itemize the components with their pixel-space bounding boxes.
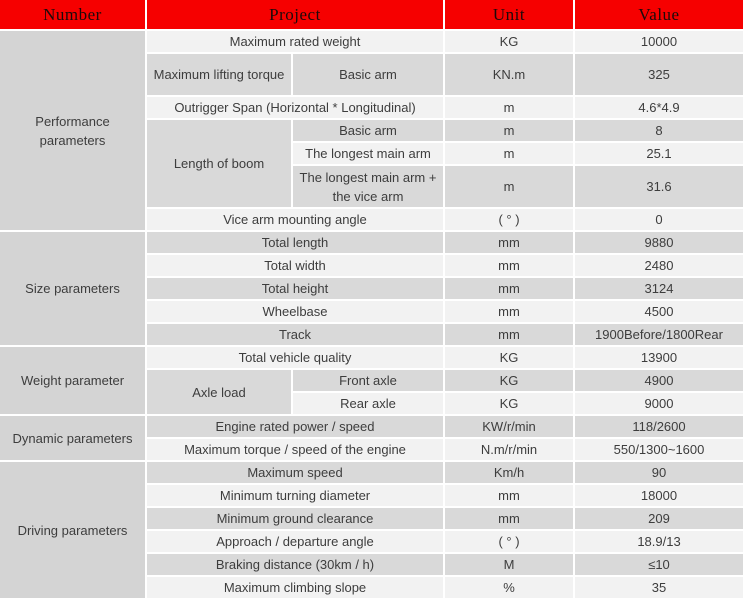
value-cell: 13900 — [575, 347, 743, 368]
unit-cell: KG — [445, 31, 573, 52]
project-sub-cell: Front axle — [293, 370, 443, 391]
project-group-cell: Maximum lifting torque — [147, 54, 291, 95]
project-cell: Engine rated power / speed — [147, 416, 443, 437]
table-row — [0, 462, 743, 483]
value-cell: 35 — [575, 577, 743, 598]
project-cell: Total vehicle quality — [147, 347, 443, 368]
unit-cell: m — [445, 120, 573, 141]
value-cell: 9000 — [575, 393, 743, 414]
value-cell: 4.6*4.9 — [575, 97, 743, 118]
unit-cell: mm — [445, 255, 573, 276]
value-cell: 209 — [575, 508, 743, 529]
project-cell: Track — [147, 324, 443, 345]
unit-cell: KN.m — [445, 54, 573, 95]
unit-cell: ( ° ) — [445, 531, 573, 552]
column-header-unit: Unit — [445, 0, 573, 29]
table-row — [0, 347, 743, 368]
unit-cell: Km/h — [445, 462, 573, 483]
project-sub-cell: Basic arm — [293, 54, 443, 95]
value-cell: 90 — [575, 462, 743, 483]
unit-cell: N.m/r/min — [445, 439, 573, 460]
value-cell: 550/1300~1600 — [575, 439, 743, 460]
unit-cell: mm — [445, 278, 573, 299]
value-cell: 25.1 — [575, 143, 743, 164]
value-cell: 3124 — [575, 278, 743, 299]
unit-cell: mm — [445, 508, 573, 529]
value-cell: 18.9/13 — [575, 531, 743, 552]
category-weight-parameter: Weight parameter — [0, 347, 145, 414]
unit-cell: KG — [445, 347, 573, 368]
project-sub-cell: Basic arm — [293, 120, 443, 141]
project-group-cell: Length of boom — [147, 120, 291, 207]
unit-cell: ( ° ) — [445, 209, 573, 230]
value-cell: 8 — [575, 120, 743, 141]
column-header-number: Number — [0, 0, 145, 29]
value-cell: 18000 — [575, 485, 743, 506]
value-cell: 31.6 — [575, 166, 743, 207]
project-cell: Maximum climbing slope — [147, 577, 443, 598]
unit-cell: mm — [445, 324, 573, 345]
project-cell: Braking distance (30km / h) — [147, 554, 443, 575]
unit-cell: m — [445, 166, 573, 207]
table-row — [0, 31, 743, 52]
column-header-project: Project — [147, 0, 443, 29]
value-cell: 118/2600 — [575, 416, 743, 437]
project-cell: Minimum ground clearance — [147, 508, 443, 529]
unit-cell: KW/r/min — [445, 416, 573, 437]
value-cell: 9880 — [575, 232, 743, 253]
project-cell: Total width — [147, 255, 443, 276]
unit-cell: % — [445, 577, 573, 598]
unit-cell: KG — [445, 370, 573, 391]
project-sub-cell: The longest main arm — [293, 143, 443, 164]
table-header-row — [0, 0, 743, 29]
project-sub-cell: Rear axle — [293, 393, 443, 414]
project-group-cell: Axle load — [147, 370, 291, 414]
project-sub-cell: The longest main arm + the vice arm — [293, 166, 443, 207]
unit-cell: m — [445, 97, 573, 118]
project-cell: Maximum rated weight — [147, 31, 443, 52]
project-cell: Total height — [147, 278, 443, 299]
category-size-parameters: Size parameters — [0, 232, 145, 345]
category-dynamic-parameters: Dynamic parameters — [0, 416, 145, 460]
project-cell: Outrigger Span (Horizontal * Longitudinal) — [147, 97, 443, 118]
category-driving-parameters: Driving parameters — [0, 462, 145, 598]
project-cell: Total length — [147, 232, 443, 253]
value-cell: 325 — [575, 54, 743, 95]
project-cell: Minimum turning diameter — [147, 485, 443, 506]
unit-cell: mm — [445, 485, 573, 506]
project-cell: Approach / departure angle — [147, 531, 443, 552]
value-cell: 1900Before/1800Rear — [575, 324, 743, 345]
value-cell: 10000 — [575, 31, 743, 52]
unit-cell: m — [445, 143, 573, 164]
value-cell: 4900 — [575, 370, 743, 391]
value-cell: 2480 — [575, 255, 743, 276]
project-cell: Wheelbase — [147, 301, 443, 322]
category-performance-parameters: Performance parameters — [0, 31, 145, 230]
column-header-value: Value — [575, 0, 743, 29]
unit-cell: KG — [445, 393, 573, 414]
table-row — [0, 416, 743, 437]
value-cell: 0 — [575, 209, 743, 230]
project-cell: Vice arm mounting angle — [147, 209, 443, 230]
value-cell: ≤10 — [575, 554, 743, 575]
project-cell: Maximum torque / speed of the engine — [147, 439, 443, 460]
table-row — [0, 232, 743, 253]
project-cell: Maximum speed — [147, 462, 443, 483]
unit-cell: mm — [445, 232, 573, 253]
value-cell: 4500 — [575, 301, 743, 322]
unit-cell: mm — [445, 301, 573, 322]
unit-cell: M — [445, 554, 573, 575]
